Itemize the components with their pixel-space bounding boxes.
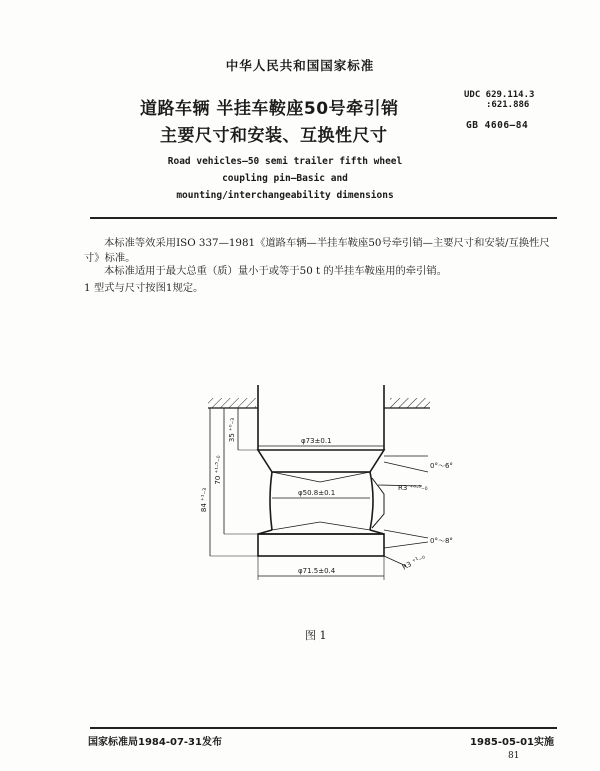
profile-bulge <box>372 478 384 528</box>
lower-flange <box>258 534 384 556</box>
paragraph-scope: 本标准等效采用ISO 337—1981《道路车辆—半挂车鞍座50号牵引销—主要尺寸和安装/互换性尺寸》标准。 <box>84 237 550 264</box>
taper-line <box>320 472 370 482</box>
neck <box>270 472 373 530</box>
taper-line <box>272 522 320 530</box>
dim-r3b: R3 ⁺¹₋₀ <box>401 552 427 572</box>
plate-hatch-right <box>390 398 430 408</box>
dim-35: 35 ⁺⁰₋₃ <box>228 417 236 443</box>
title-en-line2: coupling pin—Basic and <box>222 173 348 184</box>
header-org: 中华人民共和国国家标准 <box>225 58 375 73</box>
udc-line1: UDC 629.114.3 <box>464 90 535 100</box>
dim-r3: R3 ⁺⁰·⁵₋₀ <box>398 484 428 492</box>
bottom-rule <box>90 727 557 729</box>
angle-lower: 0°～8° <box>430 537 453 545</box>
issue-date: 国家标准局1984-07-31发布 <box>88 737 222 748</box>
page-number: 81 <box>508 751 520 761</box>
paragraph-applicability: 本标准适用于最大总重（质）量小于或等于50 t 的半挂车鞍座用的牵引销。 <box>104 265 447 277</box>
dim-84: 84 ⁺¹₋₃ <box>200 487 208 513</box>
title-en-line1: Road vehicles—50 semi trailer fifth wheel <box>167 156 403 167</box>
implementation-date: 1985-05-01实施 <box>470 737 554 748</box>
dim-70: 70 ⁺¹·⁵₋₀ <box>214 455 222 485</box>
dim-d715: φ71.5±0.4 <box>298 567 336 575</box>
plate-hatch-left <box>208 398 256 408</box>
figure-caption: 图 1 <box>305 629 327 642</box>
udc-line2: :621.886 <box>486 100 530 110</box>
taper-line <box>320 522 370 530</box>
taper-line <box>272 472 320 482</box>
angle-leader <box>384 542 428 548</box>
angle-leader <box>384 462 428 472</box>
gb-number: GB 4606—84 <box>466 120 529 131</box>
title-zh-line1: 道路车辆 半挂车鞍座50号牵引销 <box>140 99 399 119</box>
upper-taper <box>258 450 384 472</box>
angle-upper: 0°～6° <box>430 462 453 470</box>
dim-d73: φ73±0.1 <box>301 437 332 445</box>
paragraph-section-1: 1 型式与尺寸按图1规定。 <box>84 282 204 294</box>
title-en-line3: mounting/interchangeability dimensions <box>176 190 394 201</box>
dim-d508: φ50.8±0.1 <box>298 489 336 497</box>
title-zh-line2: 主要尺寸和安装、互换性尺寸 <box>160 126 388 146</box>
angle-leader <box>384 530 428 538</box>
